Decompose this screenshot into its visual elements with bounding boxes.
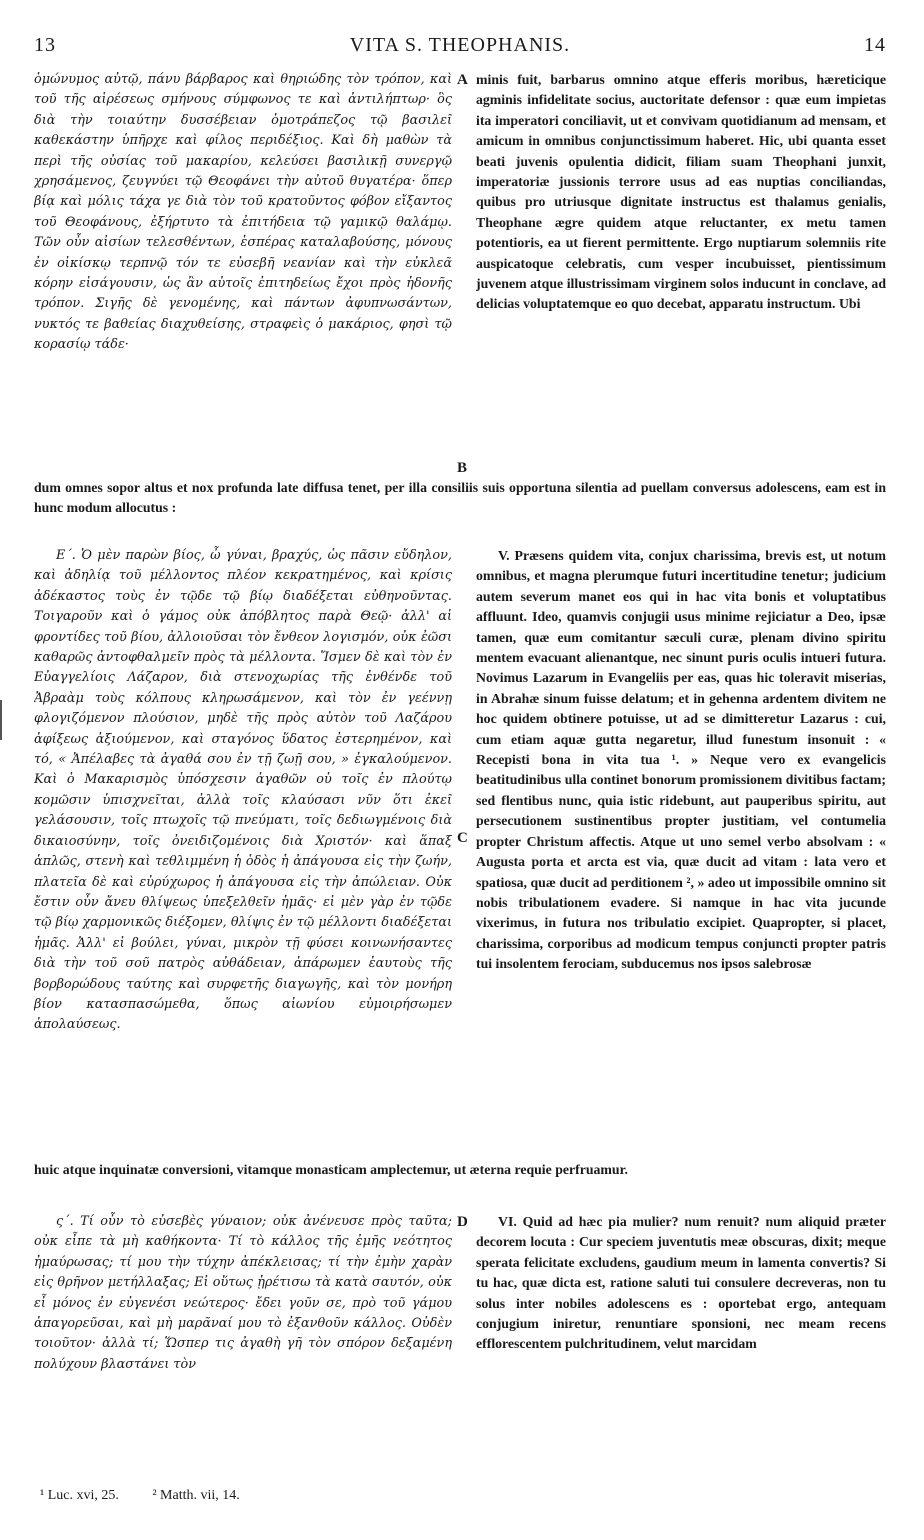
- greek-column-block-2: [34, 546, 452, 1158]
- latin-paragraph-1: minis fuit, barbarus omnino atque efferis moribus, hæreticique agminis infidelitate socius, auctoritate defensor : quæ eum impietas ita imperatori conciliavit, ut et convivam quotidianum ad mensam, et amicum in omnibus conjunctissimum haberet. Hic, ubi quanta esset beati juvenis opulentia didicit, filiam suam Theophani junxit, imperatoriæ jussionis terrore usus ad eas nuptias conciliandas, quibus pro utriusque dignitate instructus est thalamus genialis, Theophane ægre quidem atque reluctanter, ex metu tamen potentioris, ea ut fierent permittente. Ergo nuptiarum solemniis rite auspicatoque celebratis, cum vesper incubuisset, pientissimum juvenem atque illustrissimam virginem solos inducunt in conclave, ad delicias voluptatemque eo quo decebat, apparatu instructum. Ubi: [476, 72, 886, 312]
- greek-paragraph-3: ς΄. Τί οὖν τὸ εὐσεβὲς γύναιον; οὐκ ἀνένευσε πρὸς ταῦτα; οὐκ εἶπε τὰ μὴ καθήκοντα· Τί τὸ κάλλος τῆς ἐμῆς νεότητος ἠμαύρωσας; τί μου τὴν τύχην ἀπέκλεισας; τί τὴν ἐμὴν χαρὰν εἰς θρῆνον μετήλλαξας; Εἰ οὕτως ᾑρέτισω τὰ κατὰ σαυτόν, οὐκ εἶ μόνος ἐν εὐγενέσι νεώτερος· ἔδει γοῦν σε, πρὸ τοῦ γάμου ἀπαγορεῦσαι, καὶ μὴ μαρᾶναί μου τὸ ἐξανθοῦν κάλλος. Οὐδὲν τοιοῦτον· ἀλλὰ τί; Ὥσπερ τις ἀγαθὴ γῆ τὸν σπόρον δεξαμένη πολύχουν βλαστάνει τὸν: [34, 1214, 452, 1372]
- marker-d: D: [457, 1214, 468, 1230]
- latin-paragraph-2: V. Præsens quidem vita, conjux charissima, brevis est, ut notum omnibus, et magna plerumque futuri incertitudine tenetur; judicium autem severum manet eos qui in hac vita bonis et voluptatibus affluunt. Ideo, quamvis conjugii usus minime rejiciatur a Deo, ipsæ tamen, quæ eum comitantur sæculi curæ, plenam divino spiritu mentem evacuant alienantque, nec sinunt puris oculis intueri futura. Novimus Lazarum in Evangeliis per eas, quas hic toleravit miserias, in Abrahæ sinum fuisse delatum; et in gehenna ardentem divitem ne hoc quidem obtinere potuisse, ut ad se dimitteretur Lazarus : cui, cum etiam aquæ gutta negaretur, illud funestum insonuit : « Recepisti bona in vita tua ¹. » Neque vero ex evangelicis beatitudinibus ulla continet bonorum promissionem divitibus factam; sed flentibus nunc, quia istic ridebunt, aut pauperibus spiritu, aut persecutionem sustinentibus propter justitiam, vel contumelia propter Christum affectis. Atque ut uno semel verbo absolvam : « Augusta porta et arcta est via, quæ ducit ad vitam : lata vero et spatiosa, quæ ducit ad perditionem ², » adeo ut impossibile omnino sit nobis tribulationem evadere. Si namque in hac vita jucunde vixerimus, in futura nos tribulatio excipiet. Quapropter, si placet, charissima, corporibus ad modicum tempus conjuncti propter patris tui insolentem ferociam, subducemus nos ipsos salebrosæ: [476, 548, 886, 972]
- latin-paragraph-3: VI. Quid ad hæc pia mulier? num renuit? num aliquid præter decorem locuta : Cur speciem juventutis meæ obscuras, dixit; meque sperata felicitate excludens, gaudium meum in lamenta convertis? Si tu hac, quæ dicta est, ratione saluti tui consulere decreveras, non tu solus inter nobiles adolescens es : oportebat ergo, antequam conjugium iniretur, renuntiare sponsioni, nec meam recens efflorescentem pulchritudinem, velut marcidam: [476, 1214, 886, 1352]
- latin-column-block-2: [476, 546, 886, 1158]
- right-page-number: 14: [864, 34, 886, 56]
- running-header: [34, 34, 886, 60]
- spanning-text-1: dum omnes sopor altus et nox profunda late diffusa tenet, per illa consiliis suis opportuna silentia ad puellam conversus adolescens, eam est in hunc modum allocutus :: [34, 480, 886, 516]
- greek-paragraph-1: ὁμώνυμος αὐτῷ, πάνυ βάρβαρος καὶ θηριώδης τὸν τρόπον, καὶ τοῦ τῆς αἱρέσεως σμήνους σύμφωνος τε καὶ ἀντιλήπτωρ· ὃς διὰ τὴν τοιαύτην δυσσέβειαν ὁμοτράπεζος τῷ βασιλεῖ καθεκάστην ὑπῆρχε καὶ φίλος περιδέξιος. Καὶ δὴ μαθὼν τὰ περὶ τῆς οὐσίας τοῦ μακαρίου, κελεύσει βασιλικῇ συνεργῷ χρησάμενος, ζευγνύει τῷ Θεοφάνει τὴν αὐτοῦ θυγατέρα· ὅπερ βίᾳ καὶ μόλις τάχα γε διὰ τὸν τοῦ κρατοῦντος φόβον εἴξαντος τοῦ Θεοφάνους, ἐξήρτυτο τὰ ἐπιτήδεια τῷ γαμικῷ θαλάμῳ. Τῶν οὖν αἰσίων τελεσθέντων, ἑσπέρας καταλαβούσης, μόνους ἐν οἰκίσκῳ τερπνῷ τόν τε εὐσεβῆ νεανίαν καὶ τὴν εὐκλεᾶ κόρην εἰσάγουσιν, ὡς ἂν αὐτοῖς ἐπιτηδείως ἔχοι πρὸς ἡδονῆς τρόπον. Σιγῆς δὲ γενομένης, καὶ πάντων ἀφυπνωσάντων, νυκτός τε βαθείας διαχυθείσης, στραφεὶς ὁ μακάριος, φησὶ τῷ κορασίῳ τάδε·: [34, 72, 452, 353]
- greek-column-block-3: [34, 1212, 452, 1437]
- latin-column-block-1: [476, 70, 886, 478]
- margin-rule: [0, 700, 2, 740]
- footnote-2: ² Matth. vii, 14.: [152, 1488, 240, 1503]
- latin-column-block-3: [476, 1212, 886, 1437]
- marker-a: A: [457, 72, 468, 88]
- greek-paragraph-2: Ε΄. Ὁ μὲν παρὼν βίος, ὦ γύναι, βραχύς, ὡς πᾶσιν εὔδηλον, καὶ ἀδηλίᾳ τοῦ μέλλοντος πλέον κεκρατημένος, καὶ κρίσις ἀδέκαστος τοὺς ἐν τῷδε τῷ βίῳ διαδέξεται εὐθηνοῦντας. Τοιγαροῦν καὶ ὁ γάμος οὐκ ἀπόβλητος παρὰ Θεῷ· ἀλλ' αἱ φροντίδες τοῦ βίου, ἀλλοιοῦσαι τὸν ἔνθεον λογισμόν, οὐκ ἐῶσι καθαρῶς ἀντοφθαλμεῖν πρὸς τὰ μέλλοντα. Ἴσμεν δὲ καὶ τὸν ἐν Εὐαγγελίοις Λάζαρον, διὰ στενοχωρίας τῆς ἐνθένδε τοῦ Ἀβραὰμ τοὺς κόλπους κληρωσάμενον, καὶ τὸν ἐν γεέννῃ φλογιζόμενον πλούσιον, μηδὲ τῆς πρὸς αὐτὸν τοῦ Λαζάρου ἀφίξεως ἀξιούμενον, καὶ σταγόνος ὕδατος ἐστερημένον, καὶ τό, « Ἀπέλαβες τὰ ἀγαθά σου ἐν τῇ ζωῇ σου, » ἐγκαλούμενον. Καὶ ὁ Μακαρισμὸς ὑπόσχεσιν ἀγαθῶν οὐ τοῖς ἐν πλούτῳ κομῶσιν ὑπισχνεῖται, ἀλλὰ τοῖς κλαύσασι νῦν ὅτι ἐκεῖ γελάσουσιν, τοῖς πτωχοῖς τῷ πνεύματι, τοῖς δεδιωγμένοις διὰ δικαιοσύνην, τοῖς ὀνειδιζομένοις διὰ Χριστόν· καὶ ἅπαξ ἁπλῶς, στενὴ καὶ τεθλιμμένη ἡ ὁδὸς ἡ ἀπάγουσα εἰς τὴν ζωήν, πλατεῖα δὲ καὶ εὐρύχωρος ἡ ἀπάγουσα εἰς τὴν ἀπώλειαν. Οὐκ ἔστιν οὖν ἄνευ θλίψεως ὑπεξελθεῖν ἡμᾶς· εἰ μὲν γὰρ ἐν τῷδε τῷ βίῳ χαρμονικῶς διέξομεν, θλίψις ἐν τῷ μέλλοντι διαδέξεται ἡμᾶς. Ἀλλ' εἰ βούλει, γύναι, μικρὸν τῇ φύσει κοινωνήσαντες διὰ τὴν τοῦ σοῦ πατρὸς αὐθάδειαν, ἀπάρωμεν ἑαυτοὺς τῆς βορβορώδους ταύτης καὶ συρφετῆς διαγωγῆς, καὶ τὸν μονήρη βίον κατασπασώμεθα, ὅπως αἰωνίου εὐμοιρήσωμεν ἀπολαύσεως.: [34, 548, 452, 1033]
- left-page-number: 13: [34, 34, 56, 56]
- running-title: VITA S. THEOPHANIS.: [349, 34, 571, 56]
- spanning-text-2: huic atque inquinatæ conversioni, vitamque monasticam amplectemur, ut æterna requie perfruamur.: [34, 1162, 628, 1177]
- greek-column-block-1: [34, 70, 452, 478]
- footnote-1: ¹ Luc. xvi, 25.: [40, 1488, 119, 1503]
- marker-b: B: [457, 460, 468, 476]
- marker-c: C: [457, 830, 468, 846]
- footnotes: [40, 1488, 270, 1504]
